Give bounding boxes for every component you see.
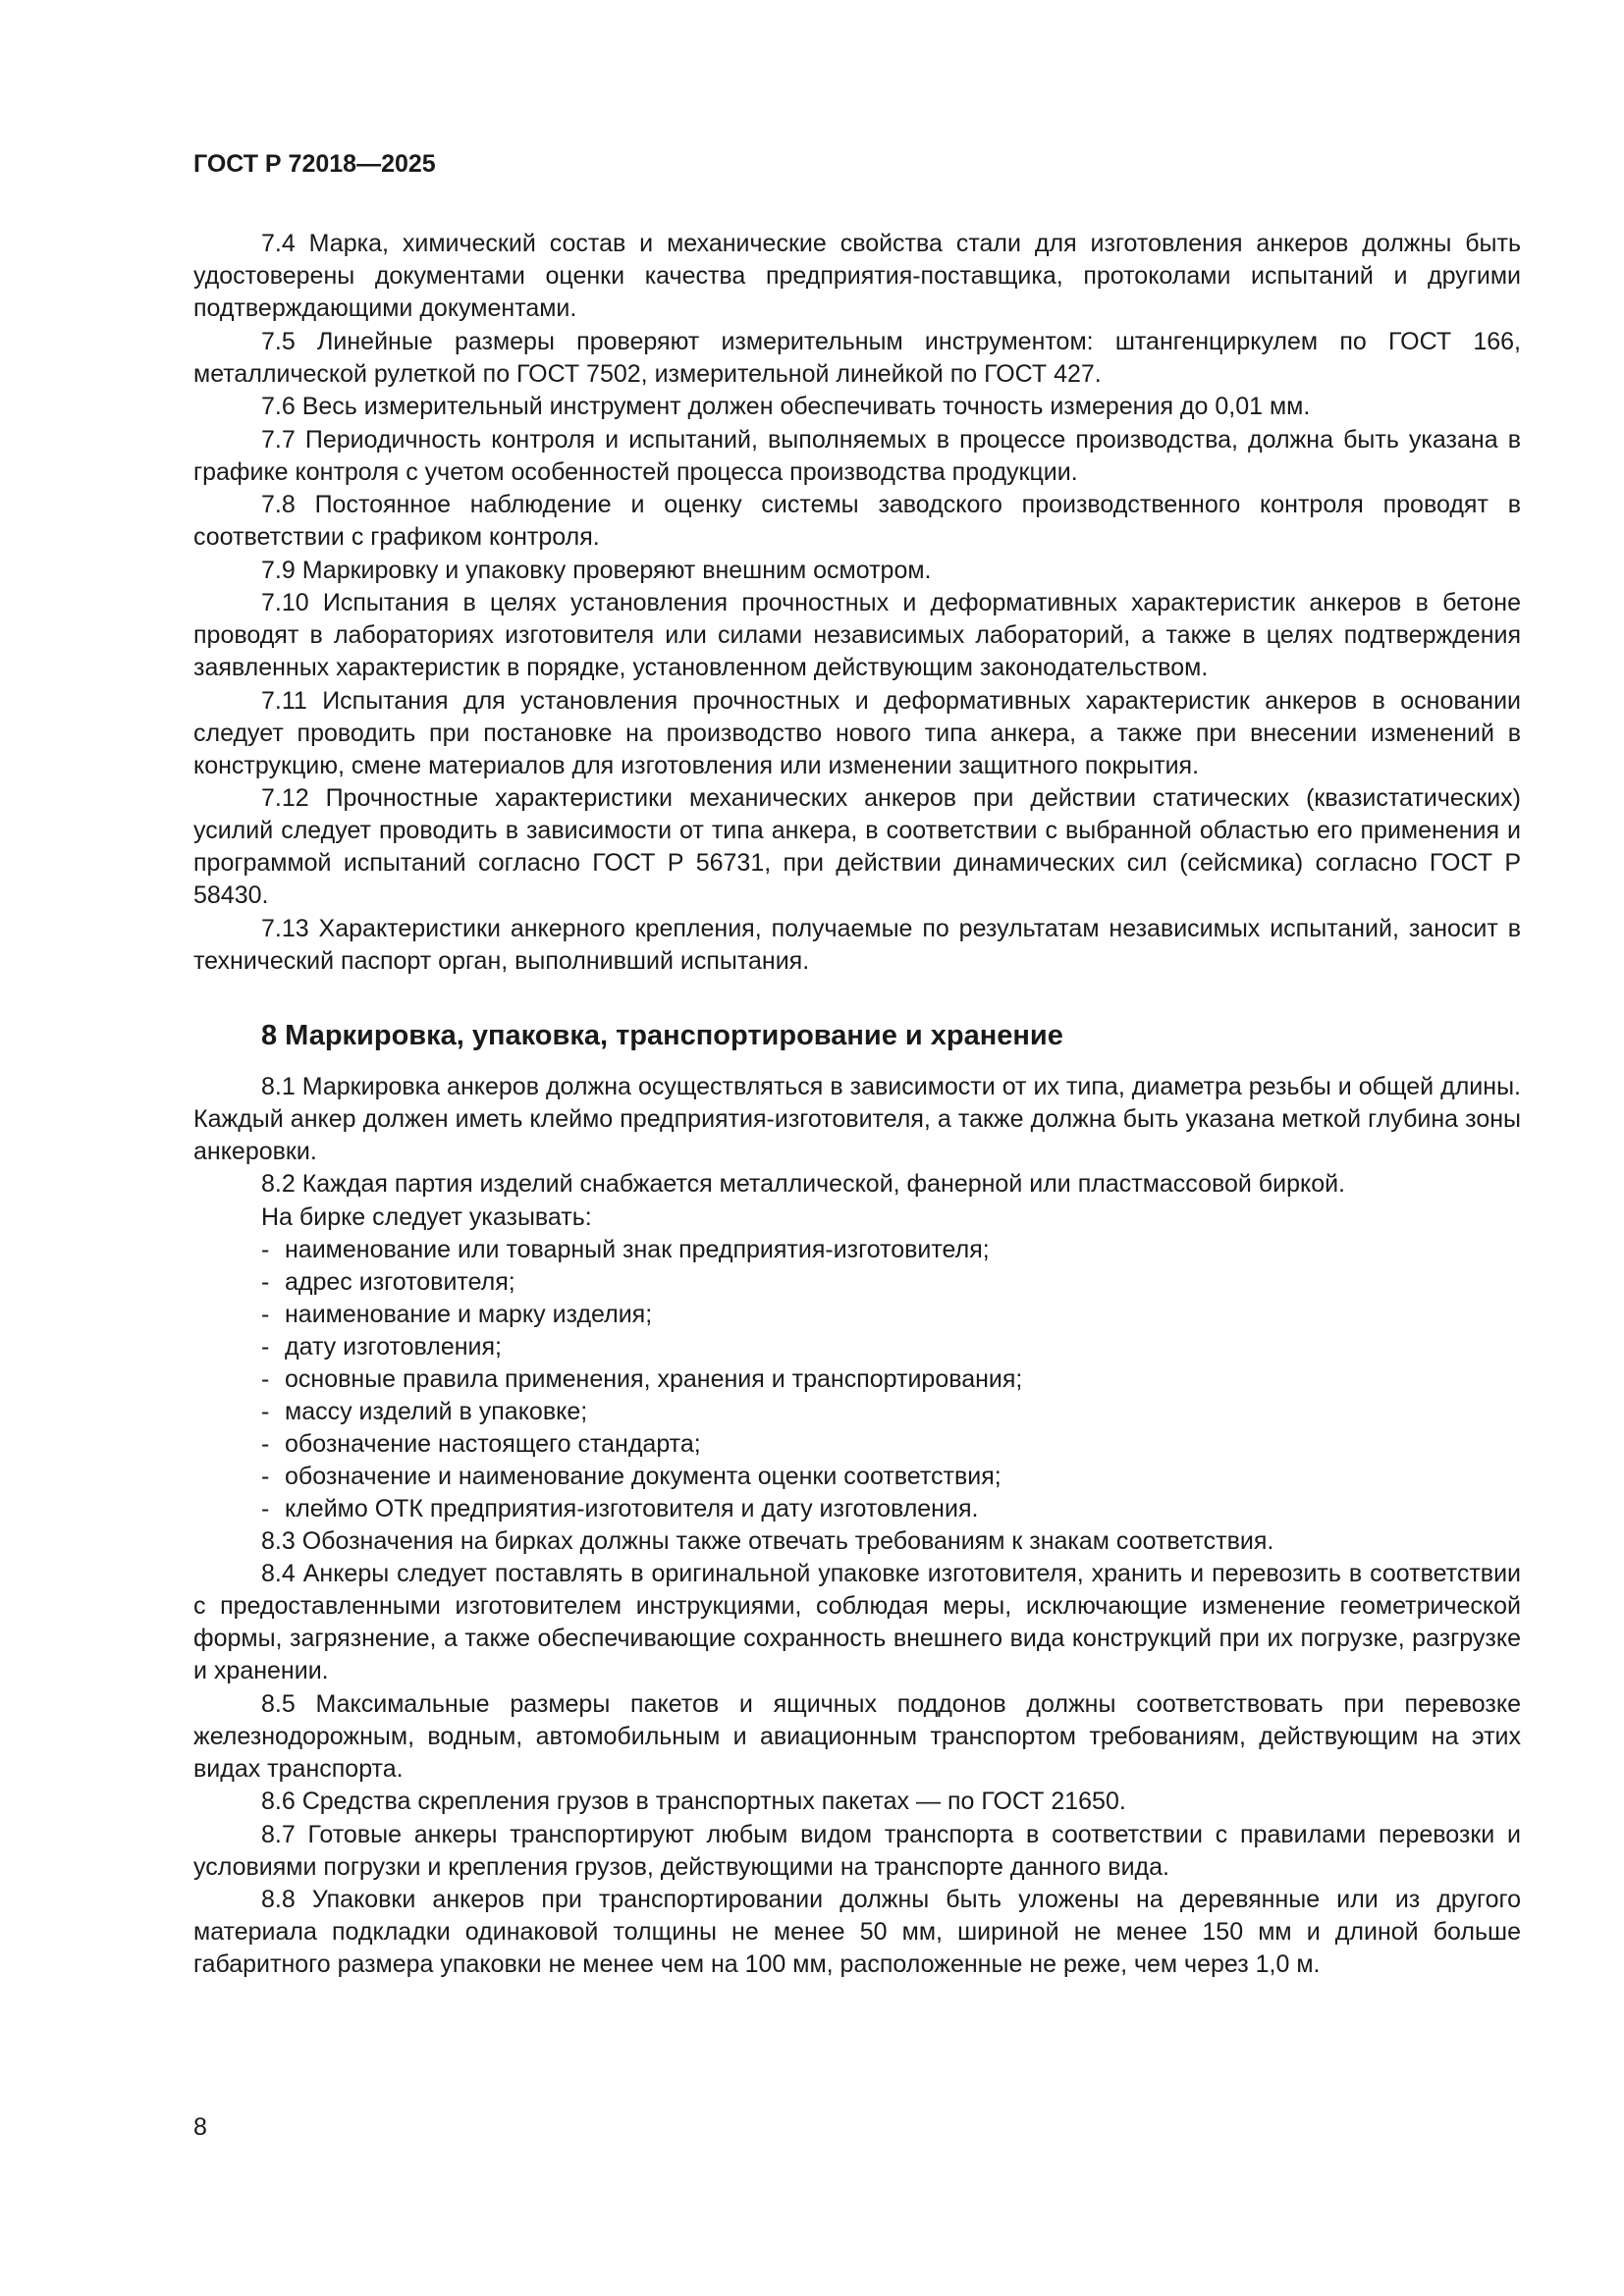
list-dash: -	[261, 1300, 270, 1328]
paragraph-7-10: 7.10 Испытания в целях установления прочностных и деформативных характеристик анкеров в бетоне проводят в лабораториях изготовителя или силами независимых лабораторий, а также в целях подтверждения заявленных характеристик в порядке, установленном действующим законодательством.	[193, 589, 1521, 681]
paragraph-7-6: 7.6 Весь измерительный инструмент должен обеспечивать точность измерения до 0,01 мм.	[261, 393, 1311, 420]
paragraph-8-5: 8.5 Максимальные размеры пакетов и ящичных поддонов должны соответствовать при перевозке железнодорожным, водным, автомобильным и авиационным транспортом требованиям, действующим на этих видах транспорта.	[193, 1689, 1521, 1783]
list-item: - дату изготовления;	[261, 1331, 1521, 1363]
paragraph-8-4: 8.4 Анкеры следует поставлять в оригинальной упаковке изготовителя, хранить и перевозить в соответствии с предоставленными изготовителем инструкциями, соблюдая меры, исключающие изменение геометрической формы, загрязнение, а также обеспечивающие сохранность внешнего вида конструкций при их погрузке, разгрузке и хранении.	[193, 1560, 1521, 1684]
paragraph-7-8: 7.8 Постоянное наблюдение и оценку системы заводского производственного контроля проводят в соответствии с графиком контроля.	[193, 491, 1521, 551]
paragraph-8-2: 8.2 Каждая партия изделий снабжается металлической, фанерной или пластмассовой биркой.	[261, 1170, 1346, 1198]
paragraph-8-6: 8.6 Средства скрепления грузов в транспортных пакетах — по ГОСТ 21650.	[261, 1788, 1126, 1815]
list-item: - основные правила применения, хранения и транспортирования;	[261, 1363, 1521, 1396]
paragraph-8-7: 8.7 Готовые анкеры транспортируют любым видом транспорта в соответствии с правилами перевозки и условиями погрузки и крепления грузов, действующими на транспорте данного вида.	[193, 1820, 1521, 1881]
paragraph-8-1: 8.1 Маркировка анкеров должна осуществляться в зависимости от их типа, диаметра резьбы и общей длины. Каждый анкер должен иметь клеймо предприятия-изготовителя, а также должна быть указана меткой глубина зоны анкеровки.	[193, 1072, 1521, 1165]
list-item: - адрес изготовителя;	[261, 1266, 1521, 1299]
list-dash: -	[261, 1235, 270, 1263]
list-item: - обозначение настоящего стандарта;	[261, 1428, 1521, 1461]
paragraph-8-3: 8.3 Обозначения на бирках должны также отвечать требованиям к знакам соответствия.	[261, 1526, 1274, 1555]
paragraph-7-11: 7.11 Испытания для установления прочностных и деформативных характеристик анкеров в основании следует проводить при постановке на производство нового типа анкера, а также при внесении изменений в конструкцию, смене материалов для изготовления или изменении защитного покрытия.	[193, 686, 1521, 779]
paragraph-7-7: 7.7 Периодичность контроля и испытаний, выполняемых в процессе производства, должна быть указана в графике контроля с учетом особенностей процесса производства продукции.	[193, 425, 1521, 486]
list-dash: -	[261, 1397, 270, 1425]
list-dash: -	[261, 1332, 270, 1361]
list-item: - массу изделий в упаковке;	[261, 1396, 1521, 1428]
list-item: - наименование и марку изделия;	[261, 1299, 1521, 1331]
paragraph-7-5: 7.5 Линейные размеры проверяют измерительным инструментом: штангенциркулем по ГОСТ 166, металлической рулеткой по ГОСТ 7502, измерительной линейкой по ГОСТ 427.	[193, 327, 1521, 388]
paragraph-8-2-intro: На бирке следует указывать:	[261, 1202, 592, 1231]
list-item: - клеймо ОТК предприятия-изготовителя и дату изготовления.	[261, 1493, 1521, 1525]
paragraph-7-9: 7.9 Маркировку и упаковку проверяют внешним осмотром.	[261, 556, 932, 584]
list-dash: -	[261, 1462, 270, 1490]
list-dash: -	[261, 1429, 270, 1458]
list-item: - обозначение и наименование документа оценки соответствия;	[261, 1461, 1521, 1493]
paragraph-7-13: 7.13 Характеристики анкерного крепления, получаемые по результатам независимых испытаний, заносит в технический паспорт орган, выполнивший испытания.	[193, 914, 1521, 975]
list-dash: -	[261, 1494, 270, 1522]
list-item: - наименование или товарный знак предприятия-изготовителя;	[261, 1234, 1521, 1266]
page-number: 8	[193, 2113, 207, 2141]
list-dash: -	[261, 1364, 270, 1393]
paragraph-8-8: 8.8 Упаковки анкеров при транспортировании должны быть уложены на деревянные или из другого материала подкладки одинаковой толщины не менее 50 мм, шириной не менее 150 мм и длиной больше габаритного размера упаковки не менее чем на 100 мм, расположенные не реже, чем через 1,0 м.	[193, 1886, 1521, 1978]
document-page	[193, 147, 1521, 1982]
paragraph-7-12: 7.12 Прочностные характеристики механических анкеров при действии статических (квазистатических) усилий следует проводить в зависимости от типа анкера, в соответствии с выбранной областью его применения и программой испытаний согласно ГОСТ Р 56731, при действии динамических сил (сейсмика) согласно ГОСТ Р 58430.	[193, 784, 1521, 909]
list-dash: -	[261, 1267, 270, 1296]
section-8-body	[193, 1071, 1521, 1982]
section-8-title: 8 Маркировка, упаковка, транспортирование и хранение	[261, 1019, 1063, 1051]
paragraph-7-4: 7.4 Марка, химический состав и механические свойства стали для изготовления анкеров должны быть удостоверены документами оценки качества предприятия-поставщика, протоколами испытаний и другими подтверждающими документами.	[193, 230, 1521, 322]
tag-info-list	[193, 1234, 1521, 1525]
section-7-continued	[193, 228, 1521, 978]
document-code-header: ГОСТ Р 72018—2025	[193, 150, 436, 178]
